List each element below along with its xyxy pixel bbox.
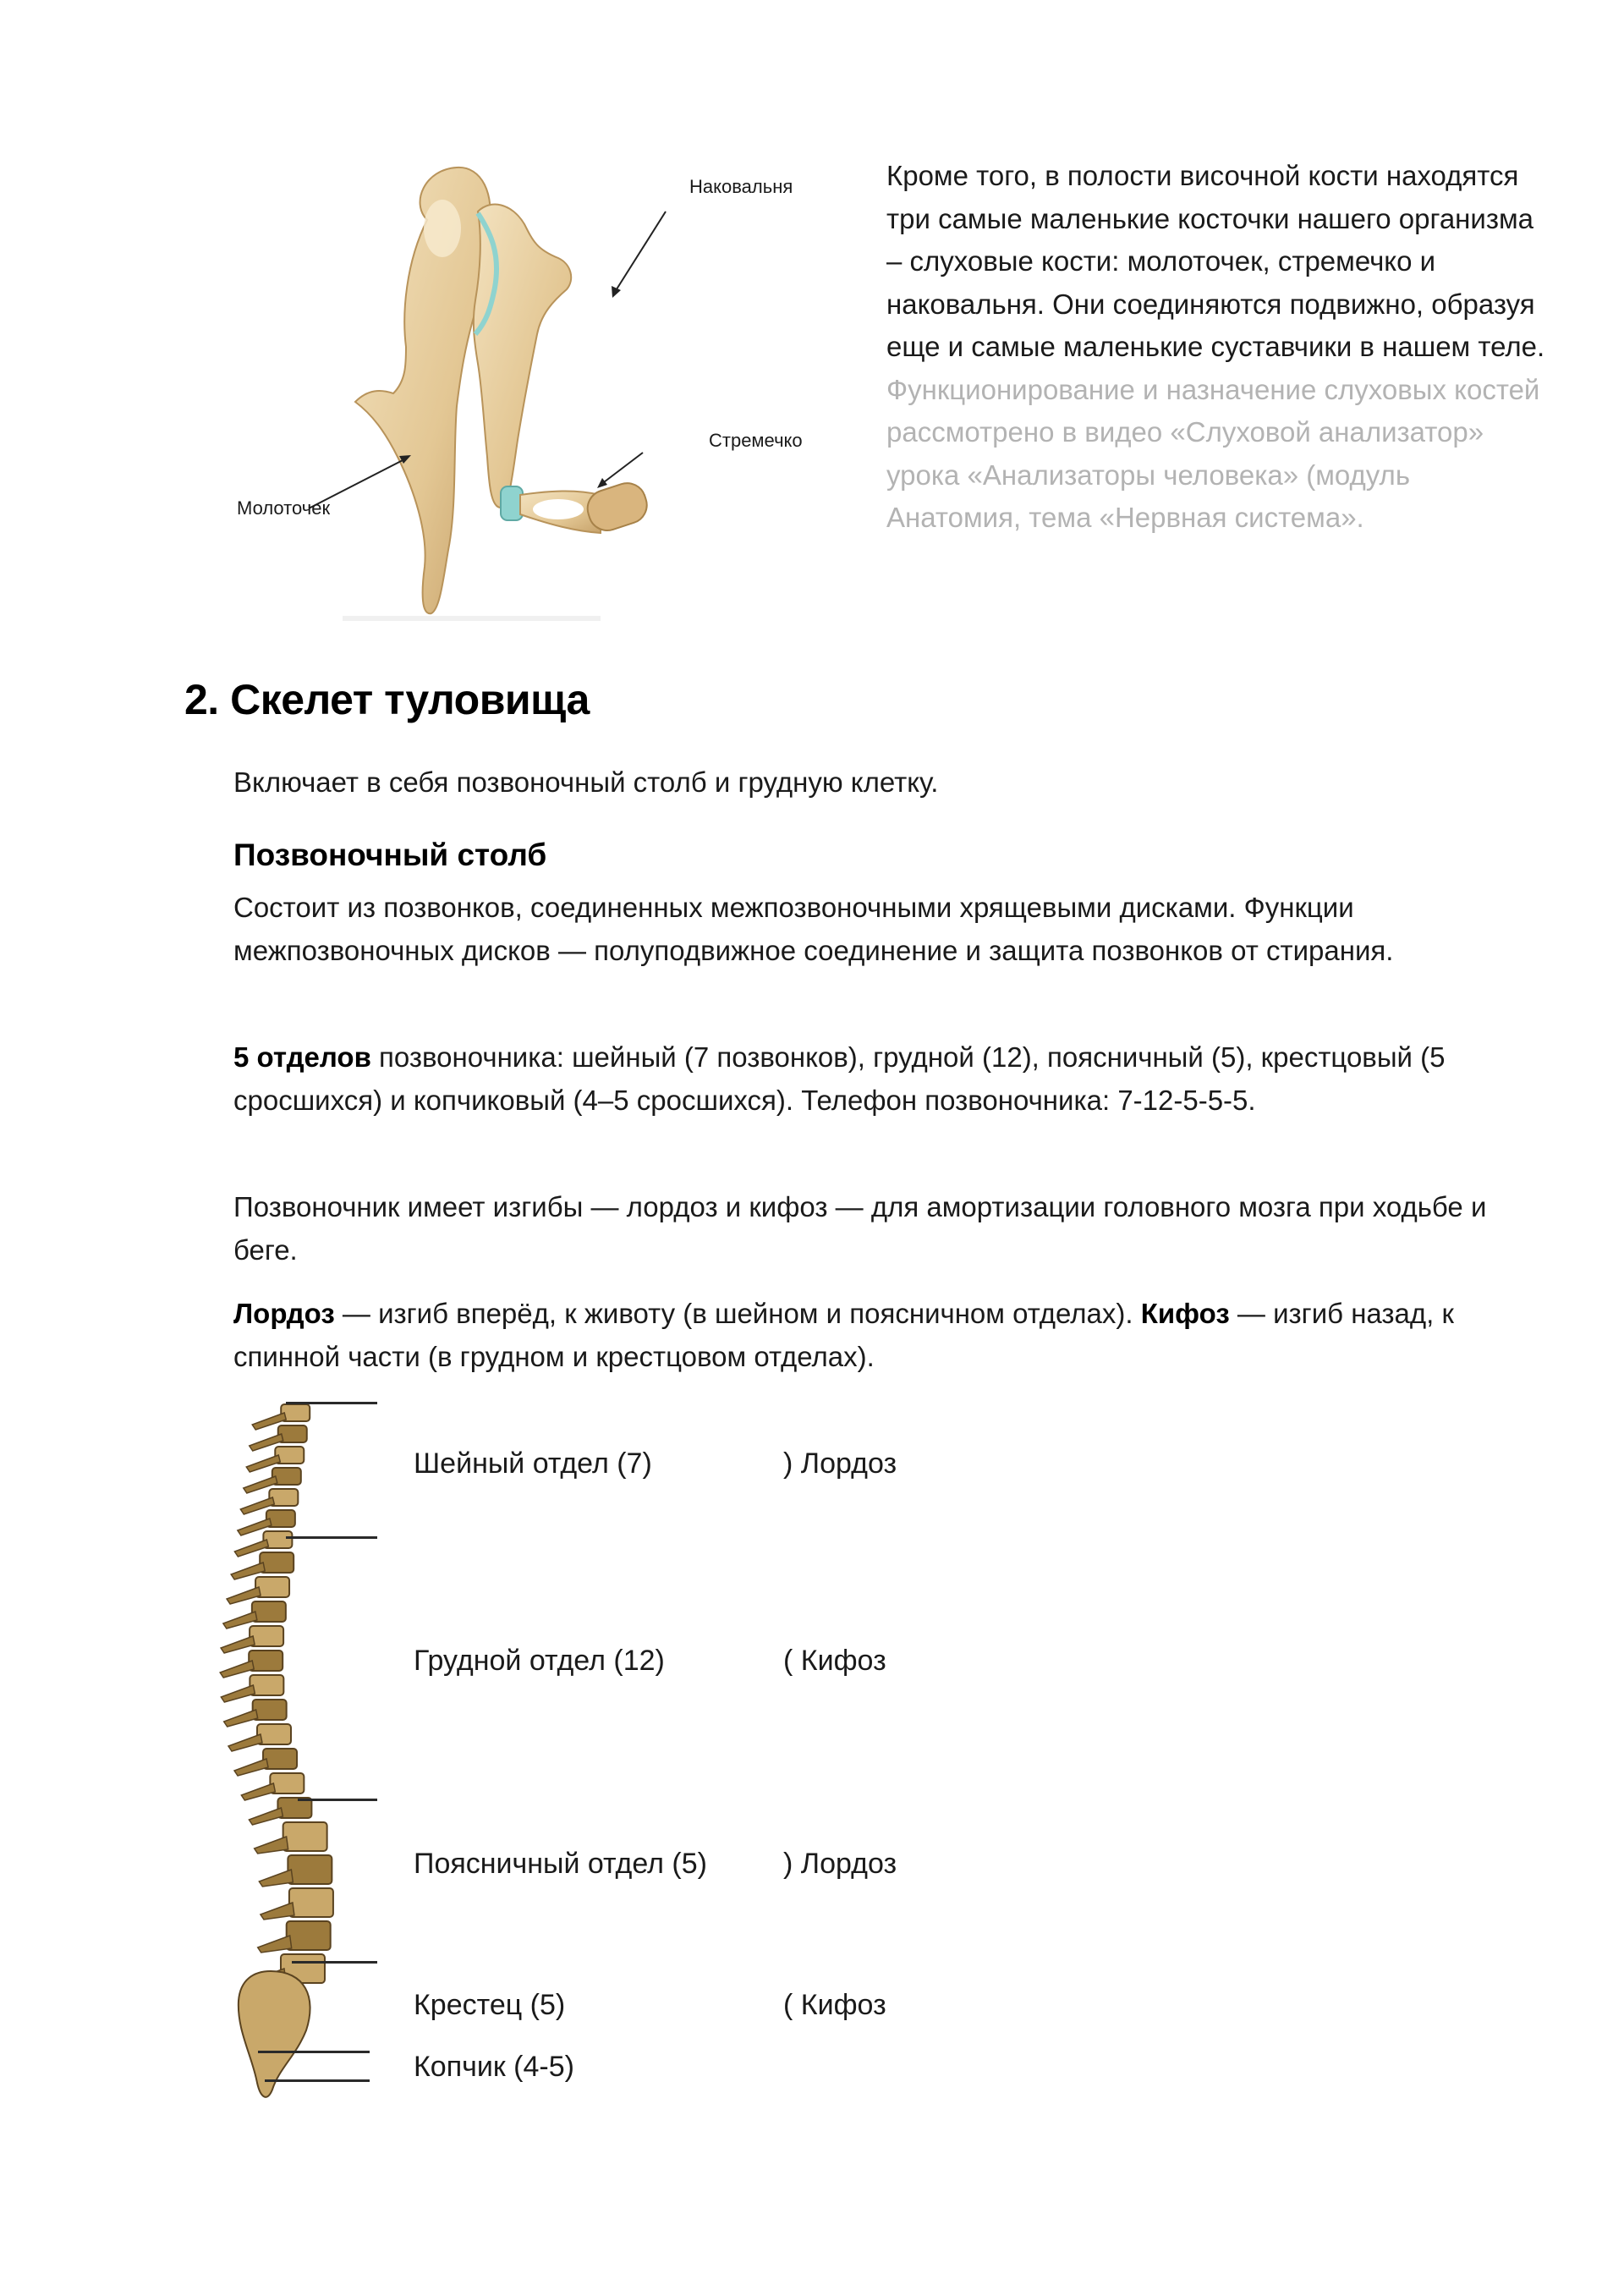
spinous-process xyxy=(234,1759,268,1776)
vertebra xyxy=(289,1888,333,1917)
spinous-process xyxy=(224,1710,258,1727)
sacrum xyxy=(239,1971,310,2097)
section-intro: Включает в себя позвоночный столб и грудную клетку. xyxy=(233,766,939,798)
spinous-process xyxy=(220,1661,254,1678)
ossicles-illustration xyxy=(203,152,846,626)
figure-baseline xyxy=(343,616,601,621)
lumbar-bottom-line xyxy=(292,1961,377,1964)
paragraph-curves: Позвоночник имеет изгибы — лордоз и кифоз — для амортизации головного мозга при ходьбе и беге. xyxy=(233,1191,1487,1266)
paragraph-lordosis-kyphosis xyxy=(233,1293,1511,1378)
stapes-label: Стремечко xyxy=(709,430,803,451)
vertebra xyxy=(283,1822,327,1851)
vertebra xyxy=(287,1921,331,1950)
incus-shape xyxy=(474,205,571,508)
paragraph-sections xyxy=(233,1036,1511,1122)
ossicles-drawing xyxy=(203,152,846,626)
spine-curve-label: ( Кифоз xyxy=(783,1645,886,1677)
ossicles-reference-text: Функционирование и назначение слуховых костей рассмотрено в видео «Слуховой анализатор» урока «Анализаторы человека» (модуль Анатомия, тема «Нервная система». xyxy=(886,373,1540,533)
malleus-shape xyxy=(355,168,491,613)
section-title: 2. Скелет туловища xyxy=(184,676,590,723)
cervical-bottom-line xyxy=(286,1536,377,1539)
spine-region-label: Крестец (5) xyxy=(414,1989,566,2021)
stapes-arrowhead-icon xyxy=(597,478,607,488)
lordosis-text: — изгиб вперёд, к животу (в шейном и поясничном отделах). xyxy=(334,1298,1141,1329)
sections-bold: 5 отделов xyxy=(233,1041,371,1073)
spinous-process xyxy=(249,1808,283,1825)
stapes-shape xyxy=(501,478,651,535)
spinous-process xyxy=(241,1783,275,1800)
incus-arrowhead-icon xyxy=(612,286,621,298)
stapes-arrow xyxy=(601,453,643,485)
spinous-process xyxy=(258,1936,292,1953)
spine-region-label: Грудной отдел (12) xyxy=(414,1645,665,1677)
spinous-process xyxy=(255,1837,288,1854)
kyphosis-bold: Кифоз xyxy=(1140,1298,1230,1329)
lordosis-bold: Лордоз xyxy=(233,1298,335,1329)
spinous-process xyxy=(228,1734,262,1751)
coccyx-bottom-line xyxy=(265,2079,370,2082)
cervical-top-line xyxy=(286,1402,377,1404)
spine-curve-label: ( Кифоз xyxy=(783,1989,886,2021)
spine-curve-label: ) Лордоз xyxy=(783,1447,897,1480)
incus-arrow xyxy=(615,211,666,292)
spine-region-label: Копчик (4-5) xyxy=(414,2051,574,2083)
spinous-process xyxy=(261,1903,294,1920)
spinous-process xyxy=(221,1685,255,1702)
spinous-process xyxy=(221,1636,255,1653)
ossicles-text: Кроме того, в полости височной кости находятся три самые маленькие косточки нашего организма – слуховые кости: молоточек, стремечко и наковальня. Они соединяются подвижно, образуя еще и самые маленькие суставчики в нашем теле. xyxy=(886,160,1545,362)
kyphosis-text: — изгиб назад, к спинной части (в грудном и крестцовом отделах). xyxy=(233,1298,1454,1372)
sections-text: позвоночника: шейный (7 позвонков), грудной (12), поясничный (5), крестцовый (5 сросшихся) и копчиковый (4–5 сросшихся). Телефон позвоночника: 7-12-5-5-5. xyxy=(233,1041,1446,1116)
malleus-label: Молоточек xyxy=(237,497,331,519)
spinous-process xyxy=(259,1870,293,1887)
spine-region-label: Шейный отдел (7) xyxy=(414,1447,652,1480)
sacrum-bottom-line xyxy=(258,2051,370,2053)
malleus-highlight xyxy=(424,200,461,257)
spine-region-label: Поясничный отдел (5) xyxy=(414,1848,707,1880)
incus-label: Наковальня xyxy=(689,176,793,197)
spine-curve-label: ) Лордоз xyxy=(783,1848,897,1880)
subsection-title: Позвоночный столб xyxy=(233,838,547,872)
vertebra xyxy=(288,1855,332,1884)
thoracic-bottom-line xyxy=(298,1799,377,1801)
ossicles-paragraph xyxy=(886,155,1546,540)
paragraph-vertebrae: Состоит из позвонков, соединенных межпозвоночными хрящевыми дисками. Функции межпозвоночных дисков — полуподвижное соединение и защита позвонков от стирания. xyxy=(233,892,1394,966)
